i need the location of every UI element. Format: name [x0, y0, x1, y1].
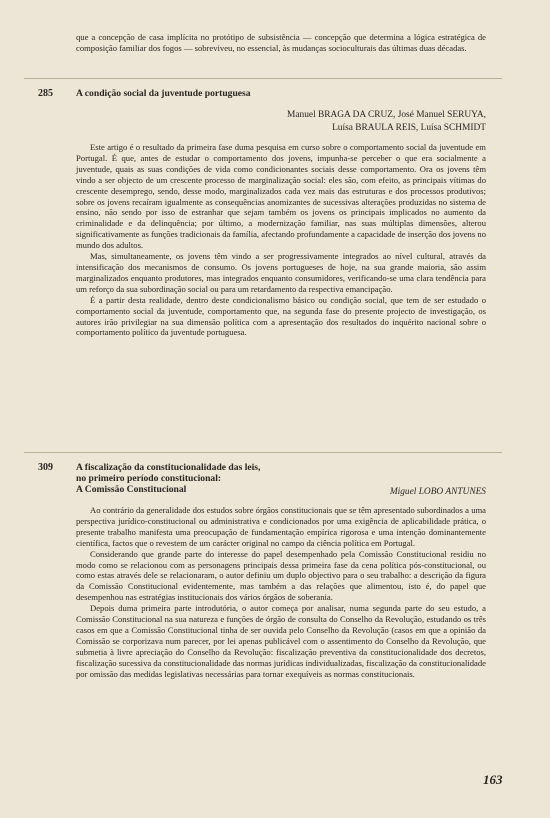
entry-title-line: A fiscalização da constitucionalidade das leis, [76, 462, 261, 473]
entry-title: A condição social da juventude portuguesa [76, 88, 251, 99]
section-divider [24, 78, 502, 79]
entry-authors-line2: Luísa BRAULA REIS, Luísa SCHMIDT [332, 122, 486, 133]
abstract-paragraph: Mas, simultaneamente, os jovens têm vindo a ser progressivamente integrados ao nível cultural, através da intensificação dos mecanismos de consumo. Os jovens portugueses de hoje, na sua grande maioria, são assim marginalizados enquanto produtores, mas integrados enquanto consumidores, verificando-se uma clara tendência para um reforço da sua subordinação social ou para um retardamento da respectiva emancipação. [76, 251, 486, 294]
entry-title-line: no primeiro período constitucional: [76, 473, 222, 484]
abstract-paragraph: Depois duma primeira parte introdutória, o autor começa por analisar, numa segunda parte do seu estudo, a Comissão Constitucional na sua natureza e funções de órgão de consulta do Conselho da Revolução, estudando os três casos em que a Comissão Constitucional tinha de ser ouvida pelo Conselho da Revolução (casos em que a opinião da Comissão se corporizava num parecer, por lei apenas publicável com o assentimento do Conselho da Revolução, que submetia à livre apreciação do Conselho da Revolução: fiscalização preventiva da constitucionalidade dos decretos, fiscalização sucessiva da constitucionalidade das normas jurídicas individualizadas, fiscalização da constitucionalidade por omissão das medidas legislativas necessárias para tornar exequíveis as normas constitucionais. [76, 603, 486, 679]
abstract-paragraph: É a partir desta realidade, dentro deste condicionalismo básico ou condição social, que tem de ser estudado o comportamento social da juventude, comportamento que, na segunda fase do presente projecto de investigação, os autores irão privilegiar na sua dimensão política com a apresentação dos resultados do inquérito nacional sobre o comportamento político da juventude portuguesa. [76, 294, 486, 338]
entry-title-line: A Comissão Constitucional [76, 484, 187, 495]
abstract-paragraph: Este artigo é o resultado da primeira fase duma pesquisa em curso sobre o comportamento social da juventude em Portugal. É que, antes de estudar o comportamento dos jovens, impunha-se perceber o que era socialmente a juventude, quais as suas condições de vida como condicionantes sociais desse comportamento. Ora os jovens têm vindo a ser objecto de um crescente processo de marginalização social: eles são, com efeito, as principais vítimas do crescente desemprego, sendo, desse modo, marginalizados cada vez mais das estruturas e dos processos produtivos; sobre os jovens recaíram igualmente as consequências anomizantes de sucessivas alterações produzidas no sistema de ensino, não sendo por isso de estranhar que sejam também os jovens os principais implicados no aumento da criminalidade e da delinquência; por último, a modernização familiar, nas suas múltiplas dimensões, alterou significativamente as funções tradicionais da família, afectando profundamente a capacidade de inserção dos jovens no mundo dos adultos. [76, 142, 486, 251]
page-number: 163 [483, 772, 503, 787]
previous-abstract-text: que a concepção de casa implícita no protótipo de subsistência — concepção que determina a lógica estratégica de composição familiar dos fogos — sobreviveu, no essencial, às mudanças socioculturais das últimas duas décadas. [76, 32, 486, 53]
entry-author: Miguel LOBO ANTUNES [389, 487, 486, 497]
entry-number: 309 [38, 462, 53, 473]
entry-authors-line1: Manuel BRAGA DA CRUZ, José Manuel SERUYA, [287, 110, 486, 120]
section-divider [24, 452, 502, 453]
entry-285 [76, 88, 486, 338]
abstract-paragraph: Ao contrário da generalidade dos estudos sobre órgãos constitucionais que se têm apresentado subordinados a uma perspectiva jurídico-constitucional ou administrativa e condicionados por uma exigência de aplicabilidade prática, o presente trabalho manifesta uma preocupação de fundamentação empírica rigorosa e uma intenção dominantemente científica, factos que o revestem de um carácter original no campo da ciência política em Portugal. [76, 505, 486, 548]
previous-abstract-tail [76, 32, 486, 54]
entry-309 [76, 462, 486, 680]
entry-number: 285 [38, 88, 53, 99]
abstract-paragraph: Considerando que grande parte do interesse do papel desempenhado pela Comissão Constitucional residiu no modo como se relacionou com as personagens principais dessa primeira fase da cena política pós-constitucional, ou como estas através dele se relacionaram, o autor definiu um duplo objectivo para o seu trabalho: a descrição da figura da Comissão Constitucional evidentemente, mas também a das relações que alimentou, isto é, do papel que desempenhou nas estratégias institucionais dos vários órgãos de soberania. [76, 548, 486, 603]
